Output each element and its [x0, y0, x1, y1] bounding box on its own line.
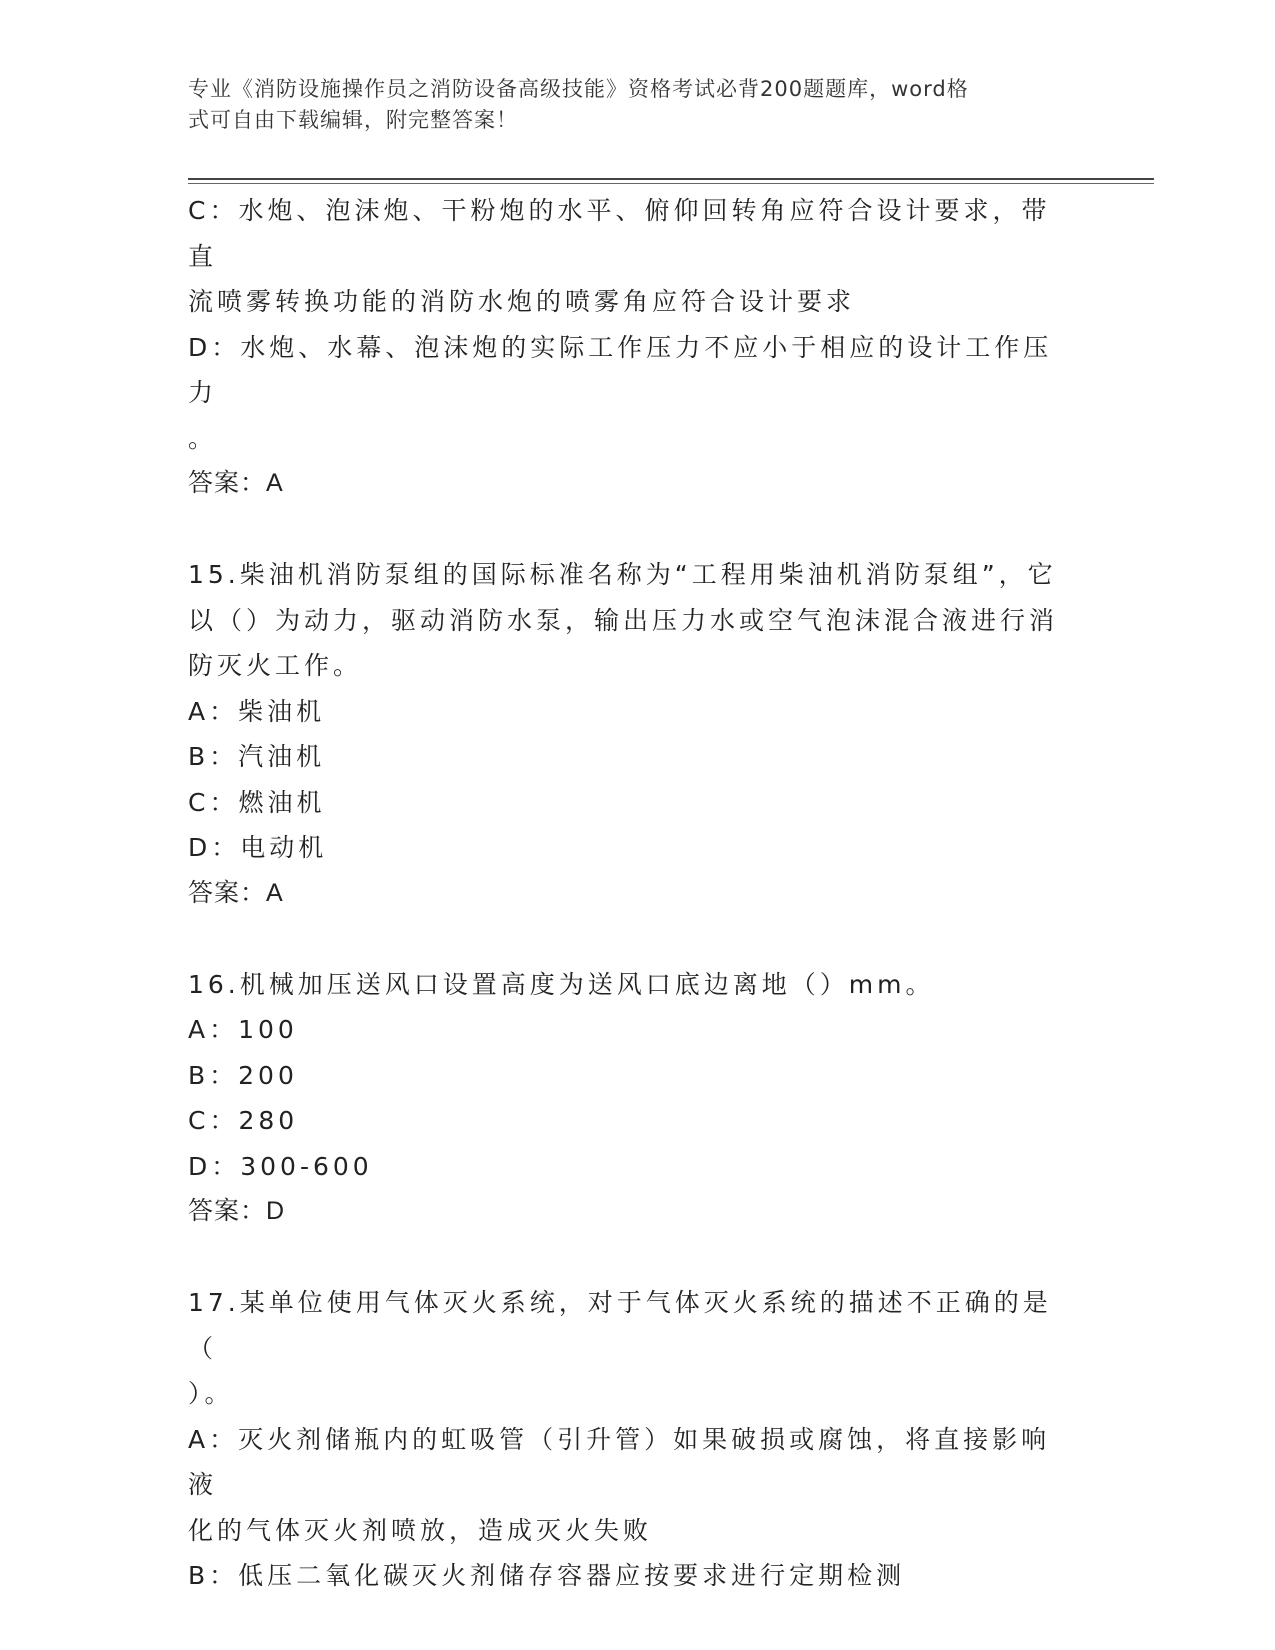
question-stem-line-3: 防灭火工作。	[188, 651, 363, 680]
document-header	[188, 74, 1068, 136]
option-d-line-2: 。	[188, 423, 218, 453]
document-body	[188, 188, 1068, 1599]
option-a-line-1: A：灭火剂储瓶内的虹吸管（引升管）如果破损或腐蚀，将直接影响液	[188, 1424, 1051, 1499]
option-c-line-2: 流喷雾转换功能的消防水炮的喷雾角应符合设计要求	[188, 287, 856, 316]
spacer	[188, 1235, 1068, 1281]
header-divider-thin	[188, 183, 1154, 184]
question-stem-line-1: 16.机械加压送风口设置高度为送风口底边离地（）mm。	[188, 969, 935, 999]
header-divider-thick	[188, 178, 1154, 180]
option-b: B：低压二氧化碳灭火剂储存容器应按要求进行定期检测	[188, 1561, 906, 1590]
question-15	[188, 552, 1068, 916]
option-d-line-1: D：水炮、水幕、泡沫炮的实际工作压力不应小于相应的设计工作压力	[188, 332, 1053, 407]
option-d: D：电动机	[188, 833, 328, 862]
question-14-continued	[188, 188, 1068, 507]
question-stem-line-1: 15.柴油机消防泵组的国际标准名称为“工程用柴油机消防泵组”，它	[188, 560, 1057, 589]
option-a: A：柴油机	[188, 696, 326, 726]
option-a: A：100	[188, 1015, 298, 1044]
option-d: D：300-600	[188, 1151, 373, 1181]
option-c-line-1: C：水炮、泡沫炮、干粉炮的水平、俯仰回转角应符合设计要求，带直	[188, 196, 1051, 271]
option-b: B：汽油机	[188, 742, 326, 771]
question-stem-line-2: 以（）为动力，驱动消防水泵，输出压力水或空气泡沫混合液进行消	[188, 605, 1059, 635]
answer-line: 答案：D	[188, 1197, 286, 1225]
question-17	[188, 1280, 1068, 1599]
answer-line: 答案：A	[188, 469, 284, 497]
option-a-line-2: 化的气体灭火剂喷放，造成灭火失败	[188, 1515, 653, 1545]
spacer	[188, 507, 1068, 553]
question-stem-line-2: ）。	[188, 1379, 234, 1408]
header-line-2: 式可自由下载编辑，附完整答案！	[188, 108, 518, 132]
option-c: C：280	[188, 1106, 299, 1135]
header-line-1: 专业《消防设施操作员之消防设备高级技能》资格考试必背200题题库，word格	[188, 77, 969, 101]
option-b: B：200	[188, 1060, 298, 1090]
answer-line: 答案：A	[188, 878, 284, 907]
option-c: C：燃油机	[188, 787, 326, 817]
question-stem-line-1: 17.某单位使用气体灭火系统，对于气体灭火系统的描述不正确的是（	[188, 1288, 1052, 1363]
question-16	[188, 962, 1068, 1235]
spacer	[188, 916, 1068, 962]
